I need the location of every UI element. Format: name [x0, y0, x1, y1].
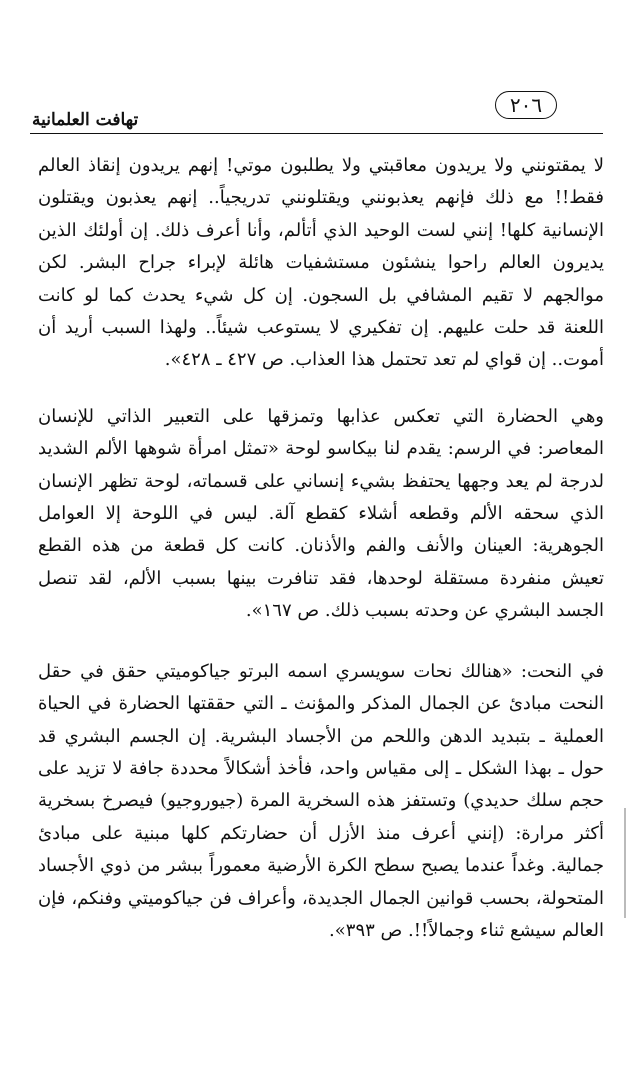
paragraph-sculpture: في النحت: «هنالك نحات سويسري اسمه البرتو جياكوميتي حقق في حقل النحت مبادئ عن الجمال المذكر والمؤنث ـ التي حققتها الحضارة في الحياة العملية ـ بتبديد الدهن واللحم من الأجساد البشرية. إن الجسم البشري قد حول ـ بهذا الشكل ـ إلى مقياس واحد، فأخذ أشكالاً محددة جافة لا تزيد على حجم سلك حديدي) وتستفز هذه السخرية المرة (جيوروجيو) فيصرخ بسخرية أكثر مرارة: (إنني أعرف منذ الأزل أن حضارتكم كلها مبنية على مبادئ جمالية. وغداً عندما يصبح سطح الكرة الأرضية معموراً ببشر من ذوي الأجساد المتحولة، بحسب قوانين الجمال الجديدة، وأعراف فن جياكوميتي وفنكم، فإن العالم سيشع ثناء وجمالاً!!. ص ٣٩٣».: [38, 660, 604, 941]
scan-edge-mark: [624, 808, 626, 918]
paragraph-quote-ending: لا يمقتونني ولا يريدون معاقبتي ولا يطلبون موتي! إنهم يريدون إنقاذ العالم فقط!! مع ذلك فإنهم يعذبونني ويقتلونني تدريجياً.. إنهم يعذبون ويقتلون الإنسانية كلها! إنني لست الوحيد الذي أتألم، وأنا أعرف ذلك. إن أولئك الذين يديرون العالم راحوا ينشئون مستشفيات هائلة لإبراء جراح البشر. لكن موالجهم لا تقيم المشافي بل السجون. إن كل شيء يحدث كما لو كانت اللعنة قد حلت عليهم. إن تفكيري لا يستوعب شيئاً.. ولهذا السبب أريد أن أموت.. إن قواي لم تعد تحتمل هذا العذاب. ص ٤٢٧ ـ ٤٢٨».: [38, 155, 604, 371]
page-header: [0, 0, 637, 140]
page-number: ٢٠٦: [495, 91, 557, 119]
header-divider: [30, 133, 603, 134]
paragraph-painting: وهي الحضارة التي تعكس عذابها وتمزقها على التعبير الذاتي للإنسان المعاصر: في الرسم: يقدم لنا بيكاسو لوحة «تمثل امرأة شوهها الألم الشديد لدرجة لم يعد وجهها يحتفظ بشيء إنساني على قسماته، لوحة تظهر الإنسان الذي سحقه الألم وقطعه أشلاء كقطع آلة. ليس في اللوحة إلا العوامل الجوهرية: العينان والأنف والفم والأذنان. كانت كل قطعة من هذه القطع تعيش منفردة مستقلة لوحدها، فقد تنافرت بينها بسبب الألم، لقد تنصل الجسد البشري عن وحدته بسبب ذلك. ص ١٦٧».: [38, 405, 604, 622]
page-body: [38, 150, 604, 961]
running-title: تهافت العلمانية: [32, 110, 139, 130]
